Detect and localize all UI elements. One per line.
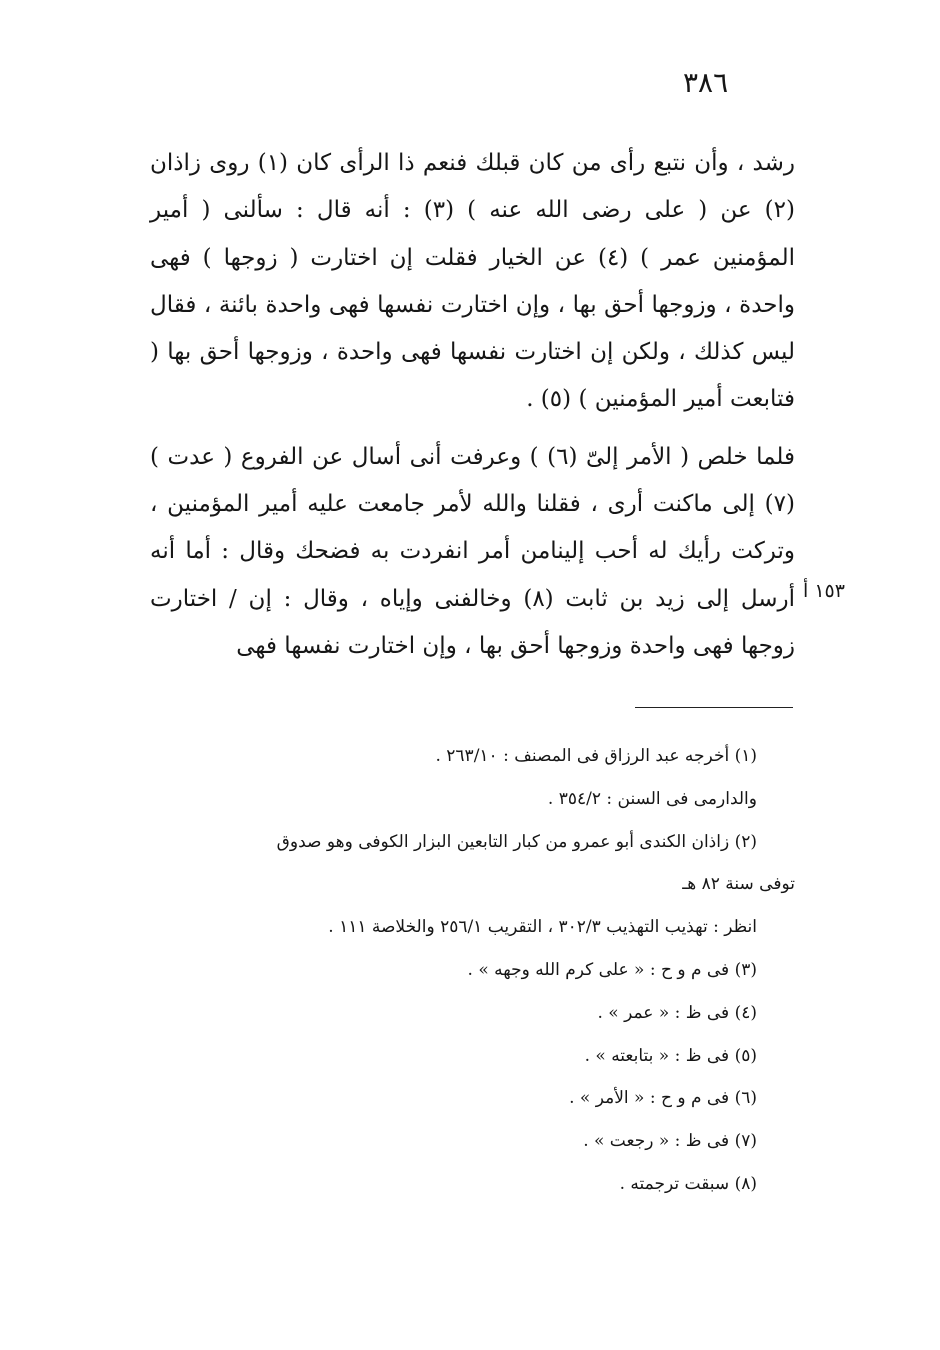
footnote-8: (٨) سبقت ترجمته . — [619, 1173, 757, 1194]
footnote-1-continuation: والدارمى فى السنن : ٣٥٤/٢ . — [547, 788, 757, 809]
page-number: ٣٨٦ — [683, 66, 729, 99]
footnote-7: (٧) فى ظ : « رجعت » . — [583, 1131, 757, 1152]
footnote-2-continuation: توفى سنة ٨٢ هـ — [682, 874, 795, 895]
footnote-4: (٤) فى ظ : « عمر » . — [597, 1002, 757, 1023]
footnote-2: (٢) زاذان الكندى أبو عمرو من كبار التابعين البزار الكوفى وهو صدوق — [276, 831, 757, 852]
folio-margin-note: ١٥٣ أ — [803, 580, 845, 602]
footnote-6: (٦) فى م و ح : « الأمر » . — [569, 1088, 757, 1109]
footnote-1: (١) أخرجه عبد الرزاق فى المصنف : ٢٦٣/١٠ . — [435, 746, 757, 766]
footnote-divider — [635, 707, 793, 708]
paragraph-1: رشد ، وأن نتبع رأى من كان قبلك فنعم ذا الرأى كان (١) روى زاذان (٢) عن ( على رضى الله عنه ) (٣) : أنه قال : سألنى ( أمير المؤمنين عمر ) (٤) عن الخيار فقلت إن اختارت ( زوجها ) فهى واحدة ، وزوجها أحق بها ، وإن اختارت نفسها فهى واحدة بائنة ، فقال ليس كذلك ، ولكن إن اختارت نفسها فهى واحدة ، وزوجها أحق بها ( فتابعت أمير المؤمنين ) (٥) . — [150, 150, 795, 413]
main-text — [150, 140, 795, 670]
footnote-2-reference: انظر : تهذيب التهذيب ٣٠٢/٣ ، التقريب ٢٥٦/١ والخلاصة ١١١ . — [328, 917, 757, 938]
paragraph-2: فلما خلص ( الأمر إلىّ (٦) ) وعرفت أنى أسال عن الفروع ( عدت ) (٧) إلى ماكنت أرى ، فقلنا والله لأمر جامعت عليه أمير المؤمنين ، وتركت رأيك له أحب إلينامن أمر انفردت به فضحك وقال : أما أنه أرسل إلى زيد بن ثابت (٨) وخالفنى وإياه ، وقال : إن / اختارت زوجها فهى واحدة وزوجها أحق بها ، وإن اختارت نفسها فهى — [150, 443, 796, 659]
footnotes — [150, 735, 795, 1206]
footnote-5: (٥) فى ظ : « بتابعته » . — [584, 1045, 757, 1066]
footnote-3: (٣) فى م و ح : « على كرم الله وجهه » . — [467, 959, 757, 980]
